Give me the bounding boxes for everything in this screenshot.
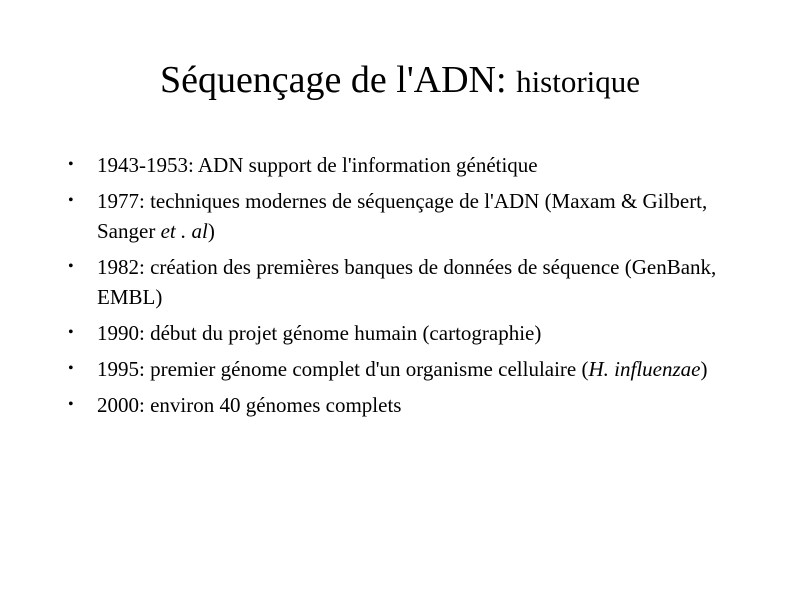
- bullet-icon: •: [68, 360, 74, 377]
- bullet-icon: •: [68, 324, 74, 341]
- bullet-text: 1990: début du projet génome humain (cartographie): [97, 321, 542, 345]
- title-sub: historique: [516, 64, 641, 99]
- bullet-icon: •: [68, 156, 74, 173]
- bullet-text: 1977: techniques modernes de séquençage de l'ADN (Maxam & Gilbert, Sanger: [97, 189, 708, 243]
- bullet-text-end: ): [207, 219, 215, 243]
- bullet-text: 1982: création des premières banques de données de séquence (GenBank, EMBL): [97, 255, 717, 309]
- bullet-text: 1943-1953: ADN support de l'information génétique: [97, 153, 538, 177]
- bullet-icon: •: [68, 258, 74, 275]
- bullet-italic-text: H. influenzae: [588, 357, 701, 381]
- bullet-icon: •: [68, 396, 74, 413]
- bullet-text-end: ): [700, 357, 708, 381]
- list-item: [68, 186, 748, 246]
- bullet-text: 1995: premier génome complet d'un organisme cellulaire (: [97, 357, 589, 381]
- slide-title: [0, 55, 800, 107]
- bullet-list: [68, 150, 748, 426]
- list-item: [68, 390, 748, 420]
- title-main: Séquençage de l'ADN:: [159, 59, 517, 101]
- bullet-italic-text: et . al: [160, 219, 208, 243]
- list-item: [68, 252, 748, 312]
- list-item: [68, 354, 748, 384]
- list-item: [68, 150, 748, 180]
- bullet-text: 2000: environ 40 génomes complets: [97, 393, 402, 417]
- bullet-icon: •: [68, 192, 74, 209]
- list-item: [68, 318, 748, 348]
